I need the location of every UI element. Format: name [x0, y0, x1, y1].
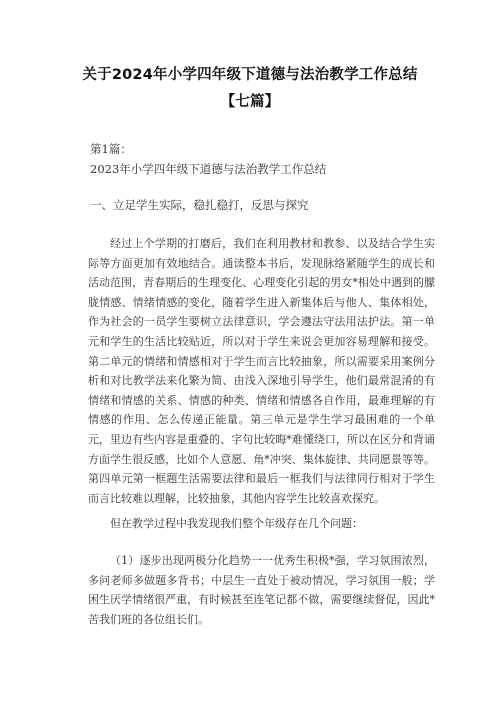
document-title-subtitle: 【七篇】: [220, 94, 280, 110]
article-subtitle: 2023年小学四年级下道德与法治教学工作总结: [90, 162, 327, 176]
body-paragraph-1: 经过上个学期的打磨后，我们在利用教材和教参、以及结合学生实际等方面更加有效地结合。通读整本书后，发现脉络紧随学生的成长和活动范围，青春期后的生理变化、心理变化引起的男女*相处中遇到的朦胧情感、情绪情感的变化，随着学生进入新集体后与他人、集体相处，作为社会的一员学生要树立法律意识，学会遵法守法用法护法。第一单元和学生的生活比较贴近，所以对于学生来说会更加容易理解和接受。第二单元的情绪和情感相对于学生而言比较抽象，所以需要采用案例分析和对比教学法来化繁为简、由浅入深地引导学生，他们最常混淆的有情绪和情感的关系、情感的种类、情绪和情感各自作用，最难理解的有情感的作用、怎么传递正能量。第三单元是学生学习最困难的一个单元，里边有些内容是重叠的、字句比较晦*难懂绕口，所以在区分和背诵方面学生很反感，比如个人意愿、角*冲突、集体旋律、共同愿景等等。第四单元第一框题生活需要法律和最后一框我们与法律同行相对于学生而言比较难以理解，比较抽象，其他内容学生比较喜欢探究。: [88, 237, 435, 505]
document-title: 关于2024年小学四年级下道德与法治教学工作总结: [82, 67, 418, 83]
body-paragraph-2: 但在教学过程中我发现我们整个年级存在几个问题：: [110, 517, 363, 530]
section-label: 第1篇：: [90, 142, 132, 156]
section-heading: 一、立足学生实际，稳扎稳打，反思与探究: [90, 198, 309, 212]
body-paragraph-3: （1）逐步出现两极分化趋势一一优秀生积极*强，学习氛围浓烈，多问老师多做题多背书；中层生一直处于被动情况，学习氛围一般；学困生厌学情绪很严重，有时候甚至连笔记都不做，需要继续督促，因此*苦我们班的各位组长们。: [88, 554, 435, 626]
